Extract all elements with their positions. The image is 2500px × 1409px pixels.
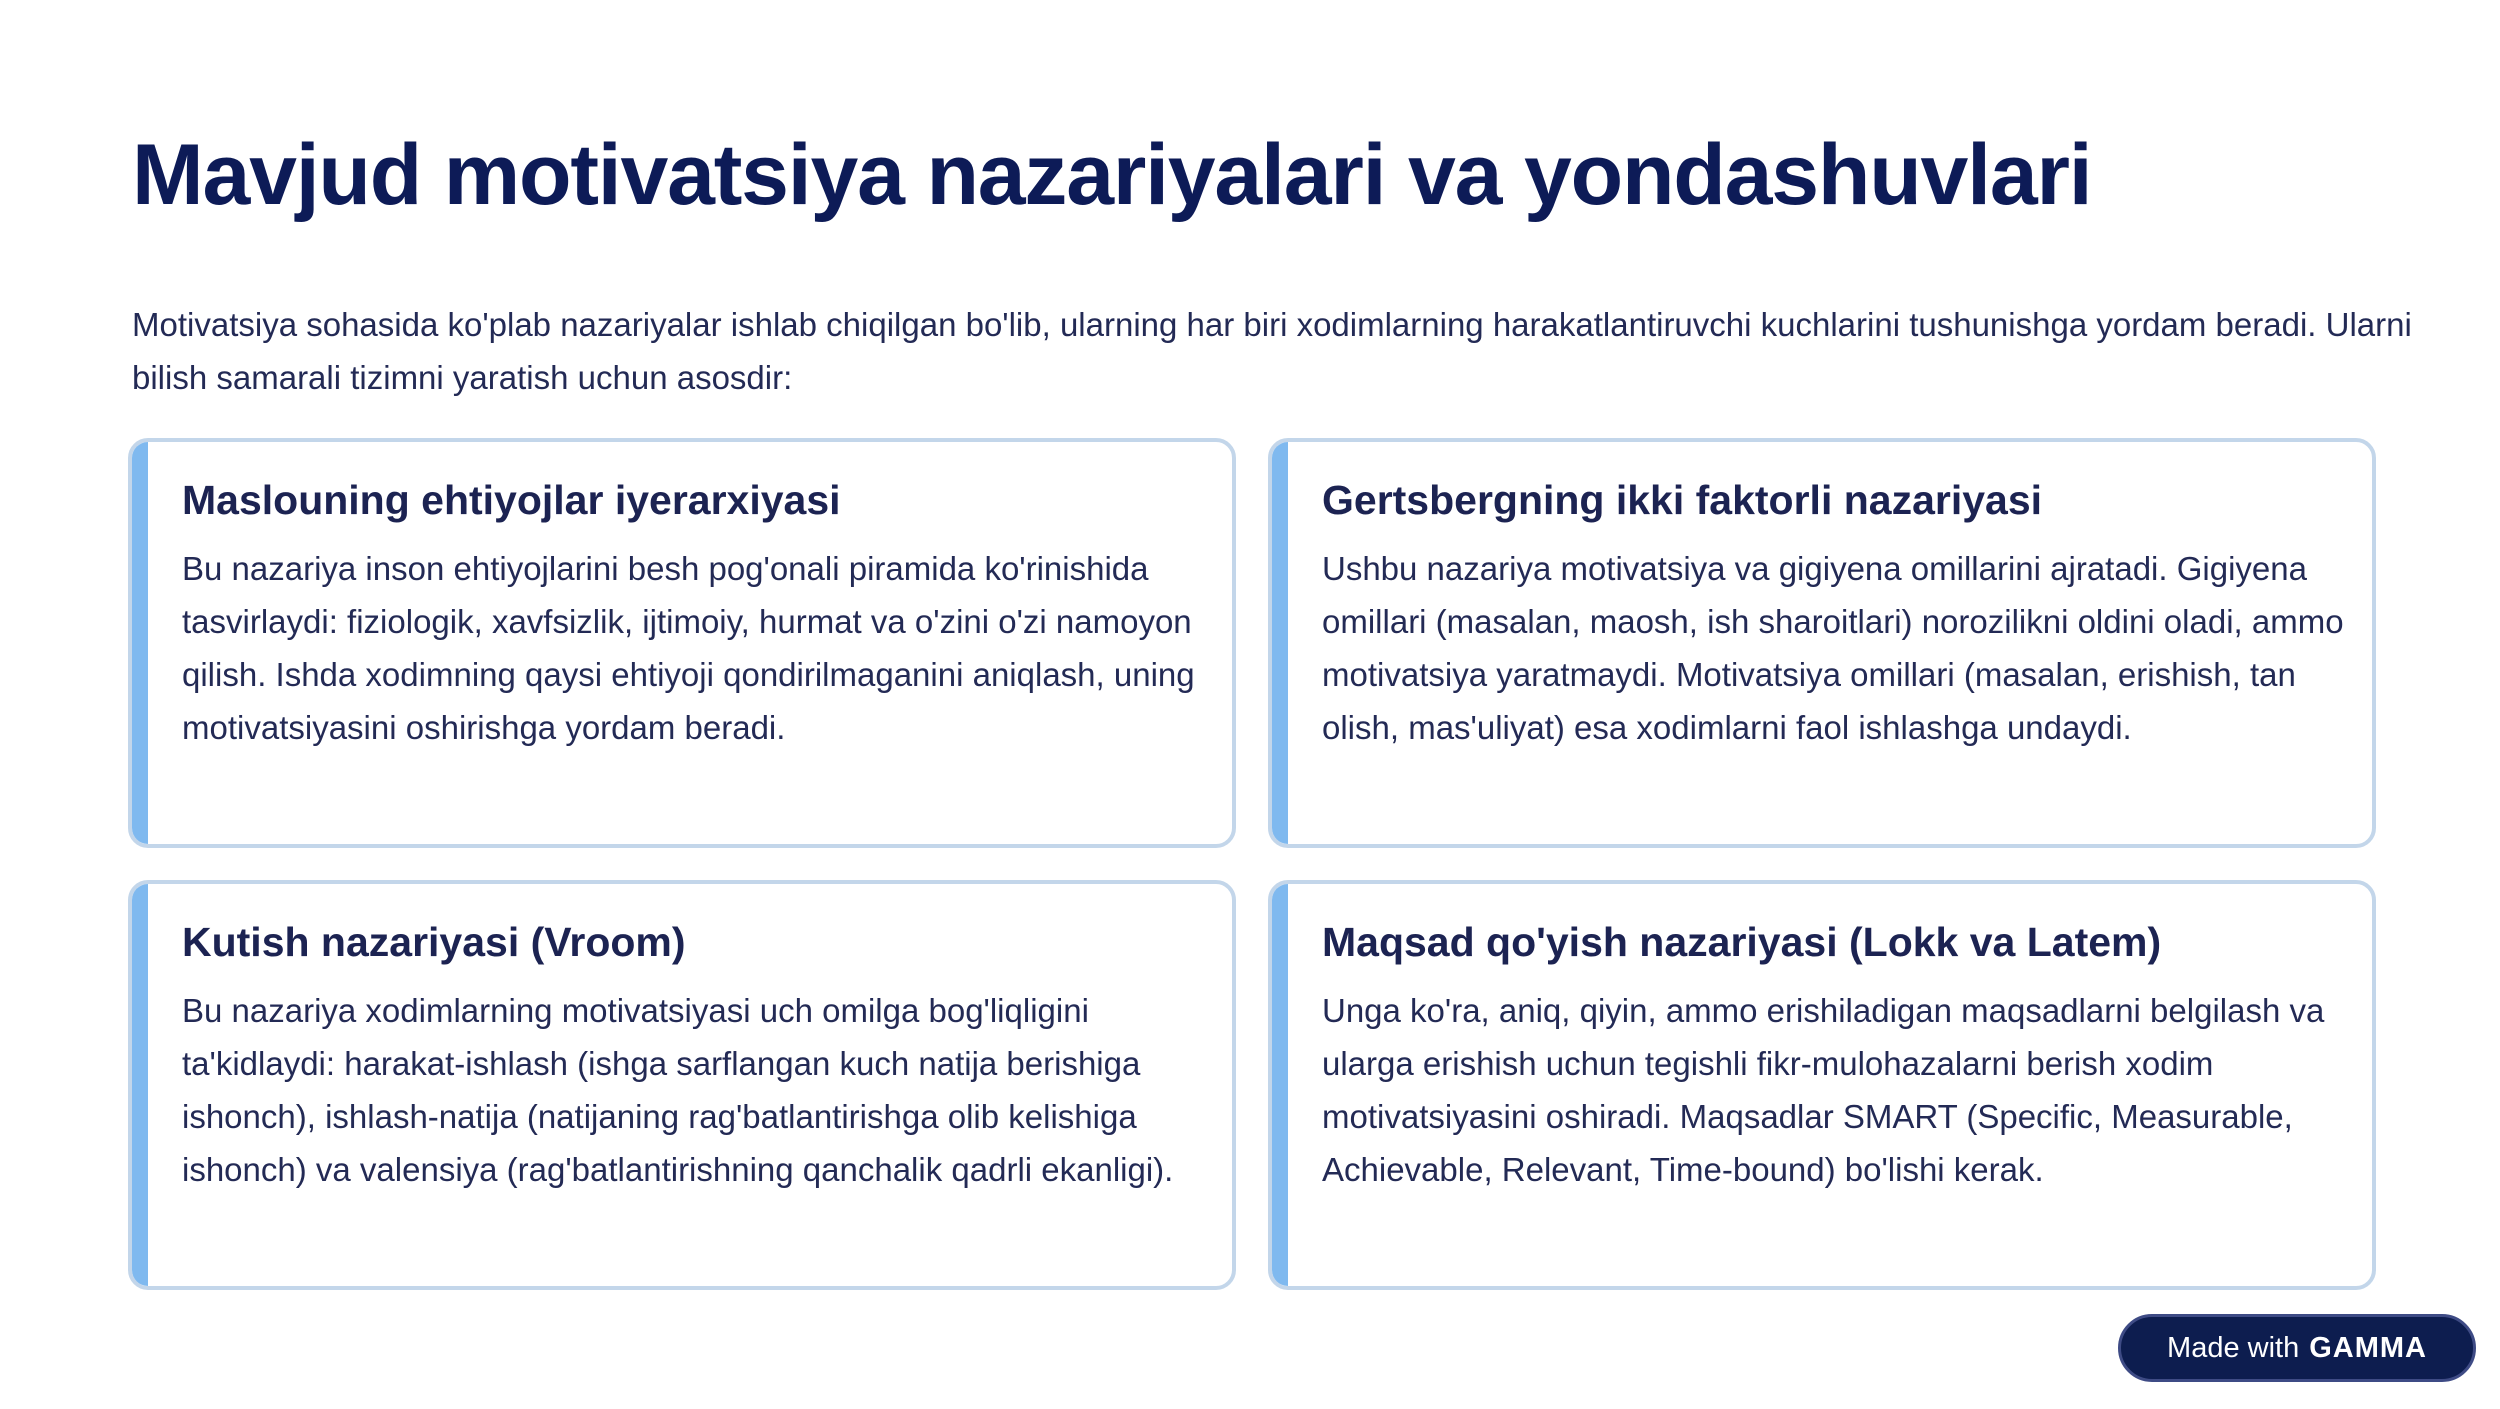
made-with-gamma-badge[interactable] [2118,1314,2476,1382]
card-accent-bar [1272,884,1288,1286]
card-accent-bar [1272,442,1288,844]
theory-card-maslow [128,438,1236,848]
theory-card-herzberg [1268,438,2376,848]
card-text: Ushbu nazariya motivatsiya va gigiyena omillarini ajratadi. Gigiyena omillari (masalan, maosh, ish sharoitlari) norozilikni oldini oladi, ammo motivatsiya yaratmaydi. Motivatsiya omillari (masalan, erishish, tan olish, mas'uliyat) esa xodimlarni faol ishlashga undaydi. [1322,550,2344,746]
card-title: Maslouning ehtiyojlar iyerarxiyasi [182,477,841,523]
card-title: Maqsad qo'yish nazariyasi (Lokk va Latem) [1322,919,2162,965]
badge-prefix: Made with [2167,1331,2300,1364]
card-title: Kutish nazariyasi (Vroom) [182,919,686,965]
gamma-logo: GAMMA [2309,1331,2427,1364]
card-accent-bar [132,442,148,844]
card-accent-bar [132,884,148,1286]
card-text: Bu nazariya inson ehtiyojlarini besh pog'onali piramida ko'rinishida tasvirlaydi: fiziologik, xavfsizlik, ijtimoiy, hurmat va o'zini o'zi namoyon qilish. Ishda xodimning qaysi ehtiyoji qondirilmaganini aniqlash, uning motivatsiyasini oshirishga yordam beradi. [182,550,1195,746]
intro-paragraph: Motivatsiya sohasida ko'plab nazariyalar ishlab chiqilgan bo'lib, ularning har biri xodimlarning harakatlantiruvchi kuchlarini tushunishga yordam beradi. Ularni bilish samarali tizimni yaratish uchun asosdir: [132,306,2412,396]
theory-card-vroom [128,880,1236,1290]
card-text: Bu nazariya xodimlarning motivatsiyasi uch omilga bog'liqligini ta'kidlaydi: harakat-ishlash (ishga sarflangan kuch natija berishiga ishonch), ishlash-natija (natijaning rag'batlantirishga olib kelishiga ishonch) va valensiya (rag'batlantirishning qanchalik qadrli ekanligi). [182,992,1174,1188]
card-title: Gertsbergning ikki faktorli nazariyasi [1322,477,2043,523]
theory-card-locke-latham [1268,880,2376,1290]
card-text: Unga ko'ra, aniq, qiyin, ammo erishiladigan maqsadlarni belgilash va ularga erishish uchun tegishli fikr-mulohazalarni berish xodim motivatsiyasini oshiradi. Maqsadlar SMART (Specific, Measurable, Achievable, Relevant, Time-bound) bo'lishi kerak. [1322,992,2325,1188]
page-title: Mavjud motivatsiya nazariyalari va yondashuvlari [132,127,2092,223]
